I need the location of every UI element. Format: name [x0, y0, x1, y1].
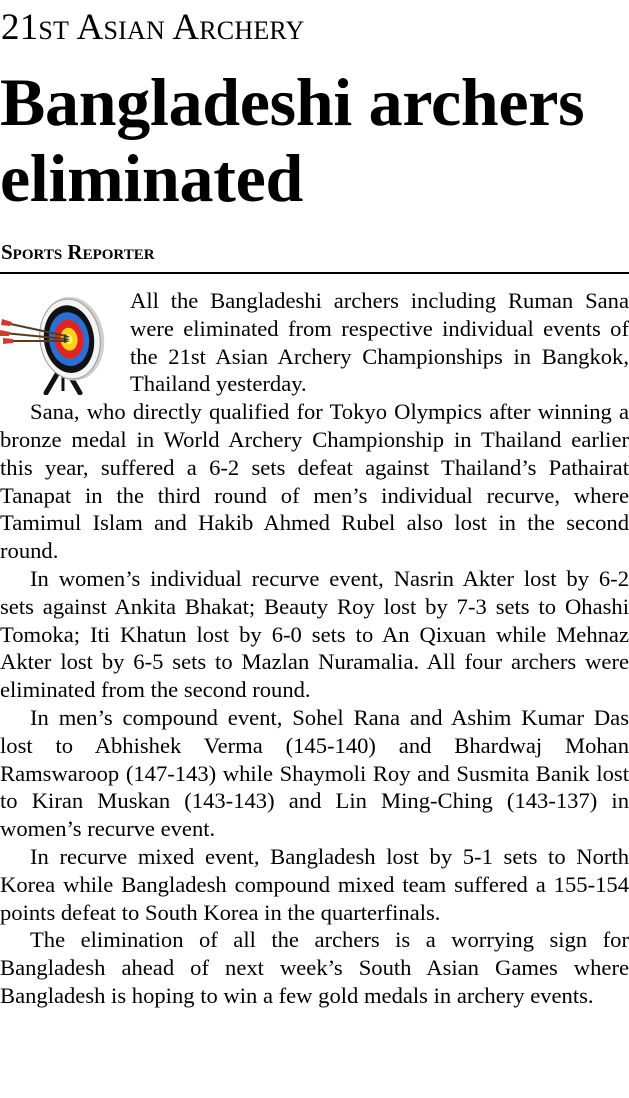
- article-paragraph: Sana, who directly qualified for Tokyo Olympics after winning a bronze medal in World Archery Championship in Thailand earlier this year, suffered a 6-2 sets defeat against Thailand’s Pathairat Tanapat in the third round of men’s individual recurve, where Tamimul Islam and Hakib Ahmed Rubel also lost in the second round.: [0, 399, 629, 564]
- article-paragraph: In recurve mixed event, Bangladesh lost by 5-1 sets to North Korea while Bangladesh compound mixed team suffered a 155-154 points defeat to South Korea in the quarterfinals.: [0, 843, 629, 925]
- article-paragraph: In women’s individual recurve event, Nasrin Akter lost by 6-2 sets against Ankita Bhakat; Beauty Roy lost by 7-3 sets to Ohashi Tomoka; Iti Khatun lost by 6-0 sets to An Qixuan while Mehnaz Akter lost by 6-5 sets to Mazlan Nuramalia. All four archers were eliminated from the second round.: [0, 565, 629, 703]
- archery-target-icon: [0, 289, 122, 395]
- article-paragraph: In men’s compound event, Sohel Rana and Ashim Kumar Das lost to Abhishek Verma (145-140) and Bhardwaj Mohan Ramswaroop (147-143) while Shaymoli Roy and Susmita Banik lost to Kiran Muskan (143-143) and Lin Ming-Ching (143-137) in women’s recurve event.: [0, 704, 629, 842]
- byline-rule: [0, 272, 629, 274]
- kicker: 21st Asian Archery: [1, 7, 305, 48]
- article-paragraph: The elimination of all the archers is a worrying sign for Bangladesh ahead of next week’s South Asian Games where Bangladesh is hoping to win a few gold medals in archery events.: [0, 927, 629, 1008]
- headline: Bangladeshi archers eliminated: [0, 64, 585, 216]
- byline: Sports Reporter: [1, 240, 155, 264]
- article-body: [0, 287, 629, 1010]
- article-paragraph: All the Bangladeshi archers including Ruman Sana were eliminated from respective individual events of the 21st Asian Archery Championships in Bangkok, Thailand yesterday.: [130, 288, 629, 397]
